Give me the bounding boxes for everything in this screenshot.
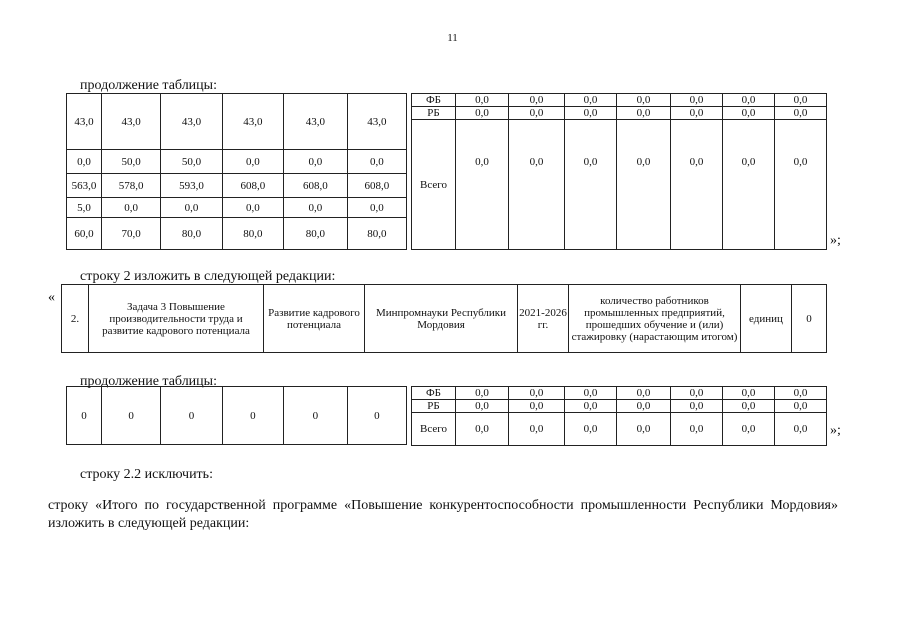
funding-row [412,400,827,413]
funding-value: 0,0 [723,107,775,120]
table-cell: 43,0 [347,94,406,150]
table-cell: 578,0 [101,174,160,198]
continuation-table-2 [66,386,407,445]
funding-value: 0,0 [723,400,775,413]
table-cell: 608,0 [222,174,283,198]
table-cell: 563,0 [67,174,102,198]
funding-row [412,107,827,120]
funding-value: 0,0 [509,107,565,120]
funding-value: 0,0 [565,413,617,446]
table-cell: 43,0 [222,94,283,150]
unit-cell: единиц [741,285,792,353]
table-row [67,387,407,445]
table-cell: 60,0 [67,218,102,250]
table-cell: 0,0 [222,150,283,174]
replacement-row-table [61,284,827,353]
table-cell: 0 [161,387,222,445]
funding-value: 0,0 [723,387,775,400]
funding-value: 0,0 [671,107,723,120]
closing-quote-2: »; [830,423,841,438]
years-cell: 2021-2026 гг. [518,285,569,353]
funding-row [412,413,827,446]
funding-value: 0,0 [565,120,617,250]
funding-value: 0,0 [456,387,509,400]
funding-value: 0,0 [456,400,509,413]
funding-value: 0,0 [617,413,671,446]
funding-value: 0,0 [456,107,509,120]
exclude-paragraph: строку 2.2 исключить: [80,467,213,482]
funding-value: 0,0 [723,94,775,107]
funding-row [412,120,827,250]
development-cell: Развитие кадрового потенциала [264,285,365,353]
table-cell: 0 [347,387,406,445]
table-cell: 0,0 [347,198,406,218]
funding-table-2 [411,386,827,446]
table-cell: 80,0 [347,218,406,250]
funding-value: 0,0 [509,120,565,250]
table-cell: 0 [222,387,283,445]
funding-table-1 [411,93,827,250]
funding-value: 0,0 [509,400,565,413]
funding-value: 0,0 [509,387,565,400]
indicator-cell: количество работников промышленных предприятий, прошедших обучение и (или) стажировку (нарастающим итогом) [569,285,741,353]
table-row [67,198,407,218]
table-cell: 608,0 [284,174,348,198]
table-cell: 50,0 [161,150,222,174]
table-cell: 43,0 [284,94,348,150]
table-cell: 43,0 [101,94,160,150]
funding-value: 0,0 [456,120,509,250]
table-cell: 0,0 [161,198,222,218]
funding-value: 0,0 [565,400,617,413]
table-cell: 0,0 [222,198,283,218]
funding-value: 0,0 [775,400,827,413]
row-number: 2. [62,285,89,353]
table-cell: 0,0 [347,150,406,174]
funding-value: 0,0 [617,107,671,120]
funding-label: Всего [412,120,456,250]
funding-value: 0,0 [617,94,671,107]
funding-row [412,94,827,107]
table-cell: 0 [67,387,102,445]
funding-value: 0,0 [775,387,827,400]
funding-value: 0,0 [775,413,827,446]
funding-value: 0,0 [565,94,617,107]
table-cell: 0 [101,387,160,445]
table-cell: 80,0 [222,218,283,250]
table-row [67,218,407,250]
section2-heading: строку 2 изложить в следующей редакции: [80,269,336,284]
funding-value: 0,0 [775,120,827,250]
funding-value: 0,0 [509,94,565,107]
funding-value: 0,0 [509,413,565,446]
table-cell: 0,0 [67,150,102,174]
value-cell: 0 [792,285,827,353]
total-paragraph: строку «Итого по государственной программе «Повышение конкурентоспособности промышленности Республики Мордовия» изложить в следующей редакции: [48,498,838,531]
section1-heading: продолжение таблицы: [80,78,217,93]
table-row [67,174,407,198]
funding-value: 0,0 [671,120,723,250]
table-cell: 50,0 [101,150,160,174]
table-cell: 43,0 [67,94,102,150]
funding-label: РБ [412,400,456,413]
opening-quote: « [48,290,55,305]
funding-value: 0,0 [565,387,617,400]
table-row [67,94,407,150]
table-cell: 0,0 [101,198,160,218]
funding-value: 0,0 [456,94,509,107]
funding-label: ФБ [412,387,456,400]
funding-value: 0,0 [775,107,827,120]
table-cell: 70,0 [101,218,160,250]
funding-label: РБ [412,107,456,120]
funding-value: 0,0 [671,94,723,107]
funding-row [412,387,827,400]
table-cell: 608,0 [347,174,406,198]
funding-value: 0,0 [723,120,775,250]
closing-quote-1: »; [830,233,841,248]
funding-label: Всего [412,413,456,446]
ministry-cell: Минпромнауки Республики Мордовия [365,285,518,353]
funding-value: 0,0 [671,400,723,413]
table-cell: 80,0 [284,218,348,250]
table-cell: 0,0 [284,150,348,174]
funding-value: 0,0 [671,387,723,400]
funding-value: 0,0 [617,387,671,400]
funding-value: 0,0 [456,413,509,446]
table-cell: 593,0 [161,174,222,198]
page-number: 11 [447,32,458,44]
funding-label: ФБ [412,94,456,107]
table-cell: 80,0 [161,218,222,250]
funding-value: 0,0 [723,413,775,446]
funding-value: 0,0 [775,94,827,107]
funding-value: 0,0 [617,400,671,413]
funding-value: 0,0 [565,107,617,120]
table-cell: 5,0 [67,198,102,218]
section3-heading: продолжение таблицы: [80,374,217,389]
table-cell: 43,0 [161,94,222,150]
funding-value: 0,0 [617,120,671,250]
funding-value: 0,0 [671,413,723,446]
table-cell: 0 [284,387,348,445]
table-row [67,150,407,174]
task-cell: Задача 3 Повышение производительности труда и развитие кадрового потенциала [89,285,264,353]
table-cell: 0,0 [284,198,348,218]
continuation-table-1 [66,93,407,250]
